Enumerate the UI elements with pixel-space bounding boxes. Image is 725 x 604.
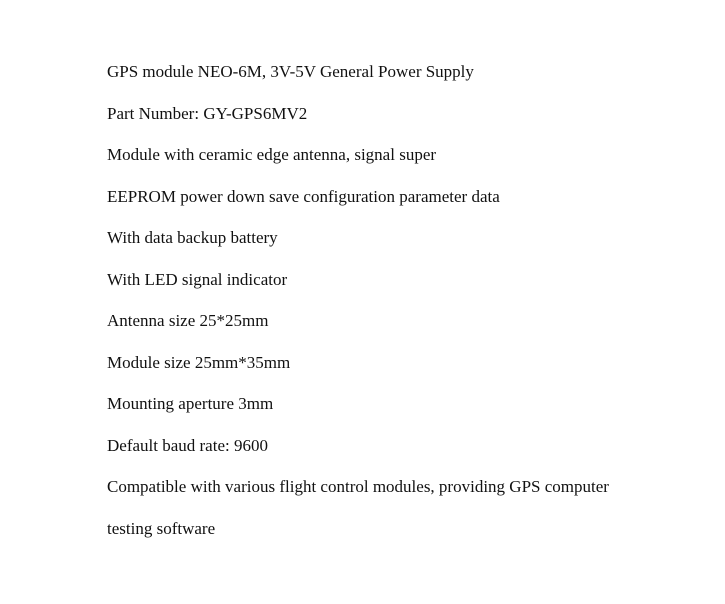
spec-line-compatibility: Compatible with various flight control modules, providing GPS computer [107, 477, 609, 496]
spec-line-antenna-size: Antenna size 25*25mm [107, 311, 269, 330]
spec-line-led-indicator: With LED signal indicator [107, 269, 288, 289]
spec-line-backup-battery: With data backup battery [107, 228, 278, 247]
spec-line-mounting-aperture: Mounting aperture 3mm [107, 394, 274, 413]
spec-line-baud-rate: Default baud rate: 9600 [107, 435, 268, 455]
spec-line-part-number: Part Number: GY-GPS6MV2 [107, 103, 308, 123]
product-spec-list [107, 61, 687, 559]
spec-line-title: GPS module NEO-6M, 3V-5V General Power Supply [107, 62, 474, 81]
spec-line-module-size: Module size 25mm*35mm [107, 352, 291, 372]
spec-line-eeprom: EEPROM power down save configuration parameter data [107, 186, 500, 206]
spec-line-antenna: Module with ceramic edge antenna, signal super [107, 145, 437, 164]
spec-line-compatibility-continued: testing software [107, 518, 216, 538]
